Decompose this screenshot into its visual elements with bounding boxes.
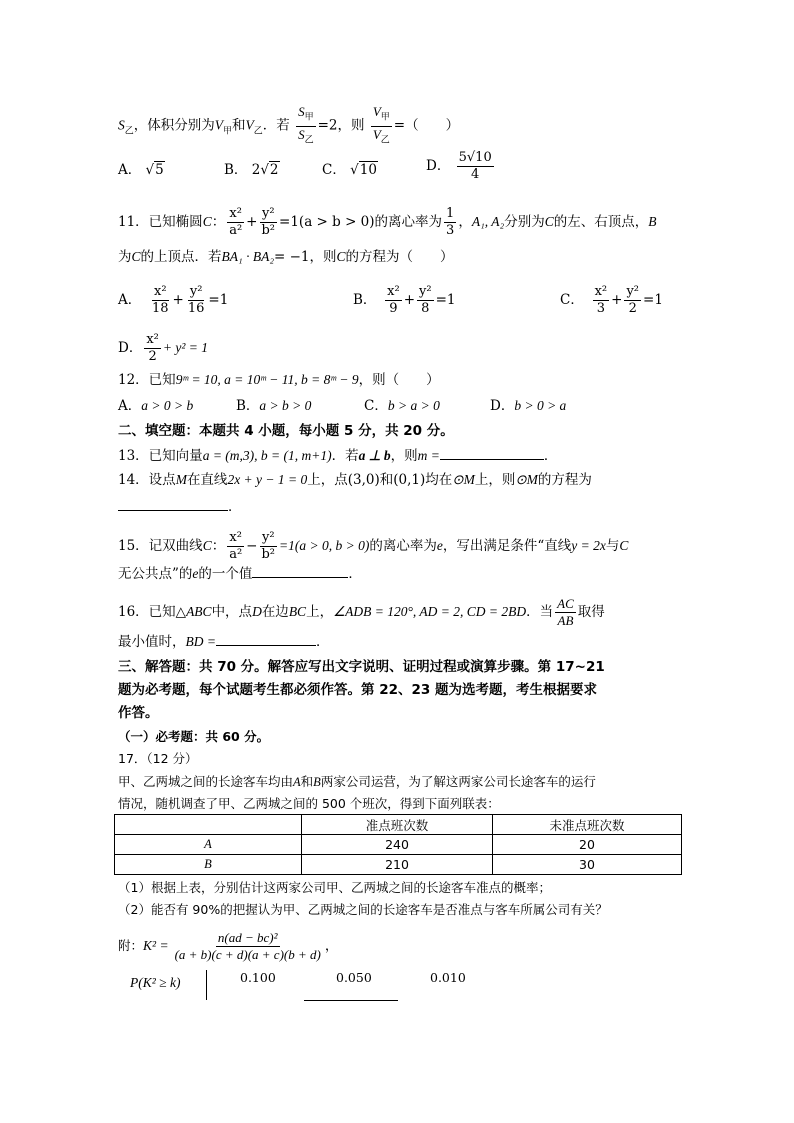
q16-stem-line1: 16．已知△ABC中，点D在边BC上，∠ADB = 120°, AD = 2, CD = 2BD．当 $\frac{AC}{AB}$ 取得 — [118, 596, 605, 628]
table-cell: A — [115, 835, 302, 855]
q12-option-c: C．b > a > 0 — [364, 398, 440, 414]
q10-option-a: A． √5 — [118, 162, 164, 178]
q17-score: 17．（12 分） — [118, 751, 198, 766]
table-header-cell: 准点班次数 — [302, 815, 493, 835]
q15-answer-blank[interactable] — [252, 563, 348, 578]
q17-para2: 情况，随机调查了甲、乙两城之间的 500 个班次，得到下面列联表： — [118, 796, 500, 811]
p-value: 0.100 — [240, 970, 276, 985]
q10-stem: $S_乙$，体积分别为$V_甲$和$V_乙$．若 $\frac{S_甲}{S_乙}$ =2，则 $\frac{V_甲}{V_乙}$ =（ ） — [118, 104, 682, 148]
q16-stem-line2: 最小值时，BD = ． — [118, 631, 682, 652]
table-cell: 210 — [302, 855, 493, 875]
q15-stem-line2: 无公共点”的e的一个值 ． — [118, 563, 682, 584]
q11-stem-line1: 11．已知椭圆C： $\frac{\text{x²}}{\text{a²}}$ + $\frac{\text{y²}}{\text{b²}}$ =1(a > b > 0)的离心率为 $\frac{1}{3}$ ，A₁, A₂分别为C的左、右顶点，B — [118, 206, 657, 238]
section3-line2: 题为必考题，每个试题考生都必须作答。第 22、23 题为选考题，考生根据要求 — [118, 682, 597, 698]
q12-option-d: D．b > 0 > a — [490, 398, 567, 414]
subsection-required: （一）必考题：共 60 分。 — [118, 729, 270, 744]
q11-stem-line2: 为C的上顶点．若BA₁ · BA₂= −1，则C的方程为（ ） — [118, 249, 454, 265]
table-divider — [206, 970, 207, 1000]
q13-answer-blank[interactable] — [440, 445, 544, 460]
volume-ratio: $\frac{V_甲}{V_乙}$ — [372, 104, 390, 146]
section3-line3: 作答。 — [118, 705, 159, 721]
contingency-table — [114, 814, 682, 875]
q17-appendix-formula: 附：K² = $\frac{\text{n(ad − bc)²}}{(a + b)(c + d)(a + c)(b + d)}$ ， — [118, 930, 339, 962]
q12-option-a: A．a > 0 > b — [118, 398, 194, 414]
q12-stem: 12．已知9ᵐ = 10, a = 10ᵐ − 11, b = 8ᵐ − 9，则（ ） — [118, 372, 440, 388]
q17-para1: 甲、乙两城之间的长途客车均由A和B两家公司运营，为了解这两家公司长途客车的运行 — [118, 774, 596, 789]
q12-option-b: B．a > b > 0 — [236, 398, 312, 414]
area-ratio: $\frac{S_甲}{S_乙}$ — [298, 104, 314, 146]
q14-answer-line: ． — [118, 496, 682, 517]
table-header-cell — [115, 815, 302, 835]
p-label: P(K² ≥ k) — [130, 975, 181, 990]
q14-stem: 14．设点M在直线2x + y − 1 = 0上，点(3,0)和(0,1)均在⊙M上，则⊙M的方程为 — [118, 472, 592, 488]
q17-part2: （2）能否有 90%的把握认为甲、乙两城之间的长途客车是否准点与客车所属公司有关？ — [118, 902, 608, 917]
table-header-cell: 未准点班次数 — [493, 815, 682, 835]
p-value: 0.050 — [336, 970, 372, 985]
q15-stem-line1: 15．记双曲线C： $\frac{\text{x²}}{\text{a²}}$ − $\frac{\text{y²}}{\text{b²}}$ =1(a > 0, b > 0)的离心率为e，写出满足条件“直线y = 2x与C — [118, 530, 629, 562]
table-cell: 30 — [493, 855, 682, 875]
q16-answer-blank[interactable] — [216, 631, 316, 646]
p-value: 0.010 — [430, 970, 466, 985]
section3-line1: 三、解答题：共 70 分。解答应写出文字说明、证明过程或演算步骤。第 17~21 — [118, 659, 605, 675]
q13-stem: 13．已知向量a = (m,3), b = (1, m+1)．若a ⊥ b，则m = ． — [118, 445, 682, 466]
q10-option-c: C． √10 — [322, 162, 377, 178]
q11-option-b: B． $\frac{\text{x²}}{9}$ + $\frac{\text{y²}}{8}$ =1 — [353, 284, 456, 316]
q14-answer-blank[interactable] — [118, 496, 228, 511]
q17-part1: （1）根据上表，分别估计这两家公司甲、乙两城之间的长途客车准点的概率； — [118, 880, 551, 895]
q11-option-a: A． $\frac{\text{x²}}{18}$ + $\frac{\text{y²}}{16}$ =1 — [118, 284, 229, 316]
table-cell: B — [115, 855, 302, 875]
table-row — [115, 855, 682, 875]
section2-heading: 二、填空题：本题共 4 小题，每小题 5 分，共 20 分。 — [118, 423, 454, 439]
table-row — [115, 835, 682, 855]
table-cell: 240 — [302, 835, 493, 855]
q10-option-d: D． $\frac{5√10}{4}$ — [426, 150, 492, 182]
q10-option-b: B． 2√2 — [224, 162, 279, 178]
table-cell: 20 — [493, 835, 682, 855]
table-underline — [304, 1000, 398, 1001]
table-header-row — [115, 815, 682, 835]
q11-option-d: D． $\frac{\text{x²}}{2}$ + y² = 1 — [118, 332, 209, 364]
q11-option-c: C． $\frac{\text{x²}}{3}$ + $\frac{\text{y²}}{2}$ =1 — [560, 284, 663, 316]
